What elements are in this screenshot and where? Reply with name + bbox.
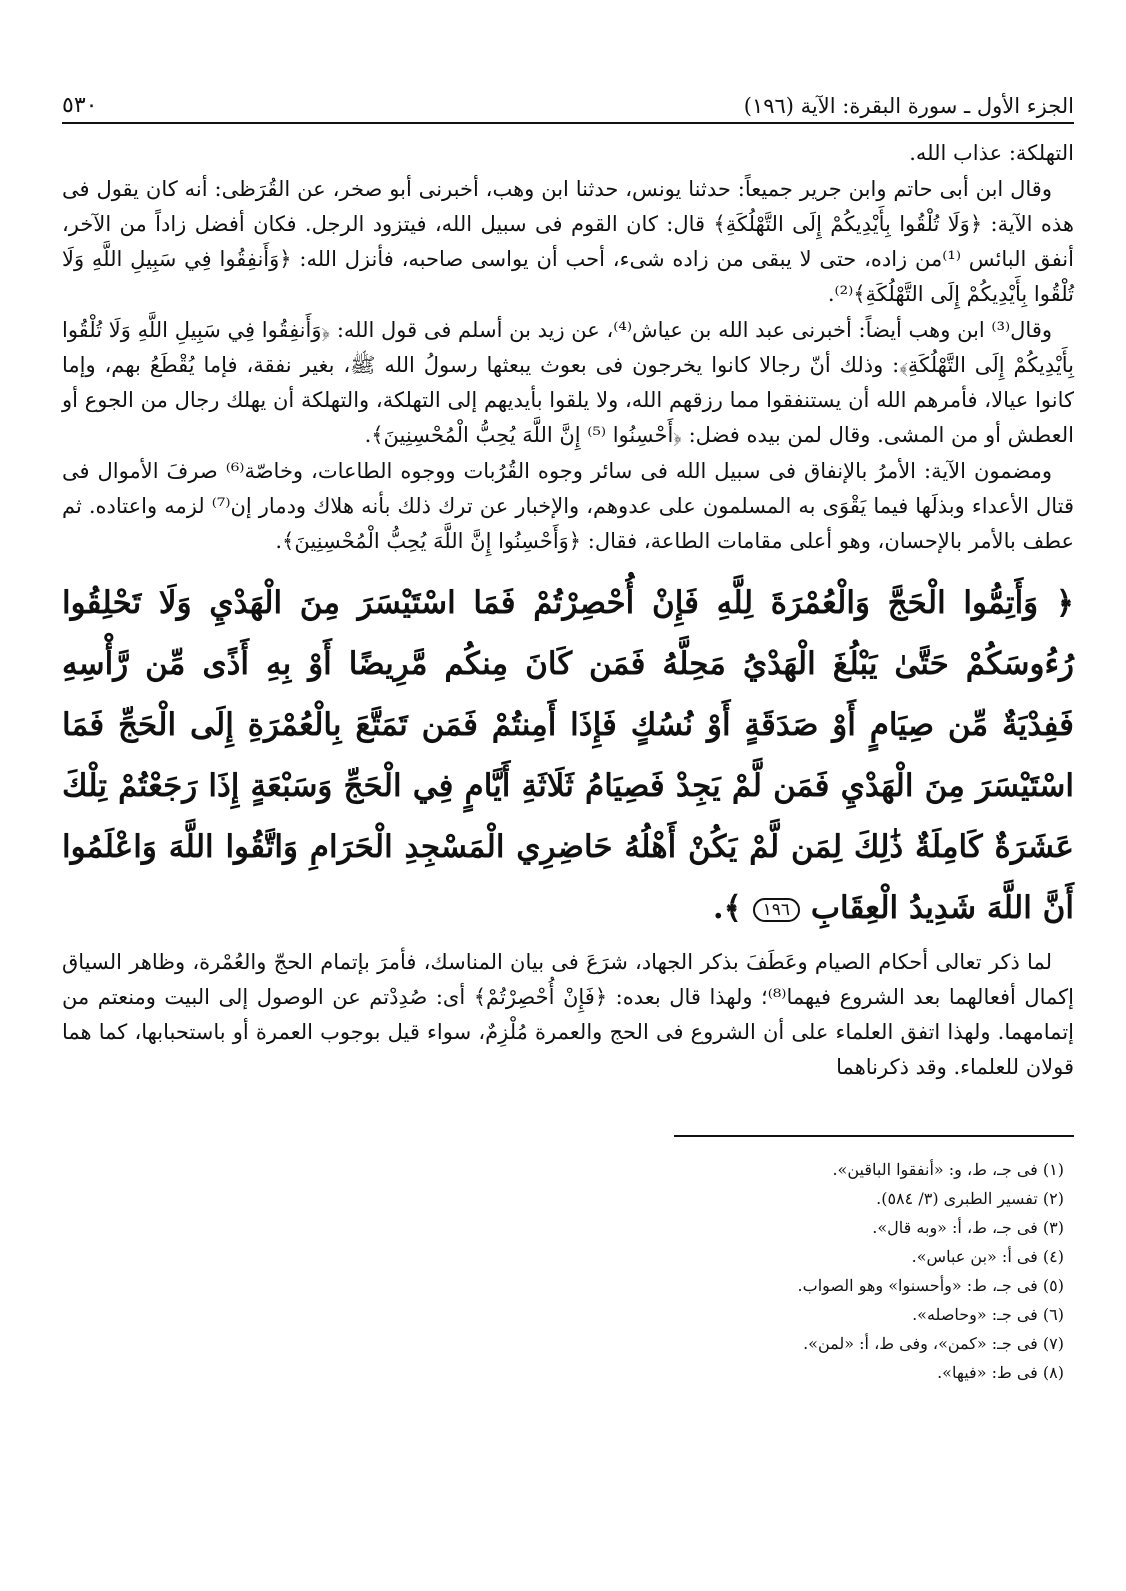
body-text: [62, 136, 1074, 559]
footnote: (٨) فى ط: «فيها».: [937, 1363, 1064, 1382]
commentary-paragraph: لما ذكر تعالى أحكام الصيام وعَطَفَ بذكر الجهاد، شرَعَ فى بيان المناسك، فأمرَ بإتمام الحجّ والعُمْرة، وظاهر السياق إكمال أفعالهما بعد الشروع فيهما⁽⁸⁾؛ ولهذا قال بعده: ﴿فَإِنْ أُحْصِرْتُمْ﴾ أى: صُدِدْتم عن الوصول إلى البيت ومنعتم من إتمامهما. ولهذا اتفق العلماء على أن الشروع فى الحج والعمرة مُلْزِمٌ، سواء قيل بوجوب العمرة أو باستحبابها، كما هما قولان للعلماء. وقد ذكرناهما: [62, 950, 1074, 1079]
page-header: [62, 78, 1074, 124]
footnote: (١) فى جـ، ط، و: «أنفقوا الباقين».: [832, 1160, 1064, 1179]
footnote: (٧) فى جـ: «كمن»، وفى ط، أ: «لمن».: [803, 1334, 1064, 1353]
paragraph: التهلكة: عذاب الله.: [909, 141, 1074, 165]
footnote-divider: [674, 1135, 1074, 1137]
verse-close: ﴾.: [712, 890, 742, 926]
footnote: (٤) فى أ: «بن عباس».: [911, 1247, 1064, 1266]
book-page: [62, 78, 1074, 1387]
paragraph: وقال⁽³⁾ ابن وهب أيضاً: أخبرنى عبد الله بن عياش⁽⁴⁾، عن زيد بن أسلم فى قول الله: ﴿وَأَنفِقُوا فِي سَبِيلِ اللَّهِ وَلَا تُلْقُوا بِأَيْدِيكُمْ إِلَى التَّهْلُكَةِ﴾: وذلك أنّ رجالا كانوا يخرجون فى بعوث يبعثها رسولُ الله ﷺ، بغير نفقة، فإما يُقْطَعُ بهم، وإما كانوا عيالا، فأمرهم الله أن يستنفقوا مما رزقهم الله، ولا يلقوا بأيديهم إلى التهلكة، والتهلكة أن يهلك رجال من الجوع أو العطش أو من المشى. وقال لمن بيده فضل: ﴿أَحْسِنُوا ⁽⁵⁾ إِنَّ اللَّهَ يُحِبُّ الْمُحْسِنِينَ﴾.: [62, 318, 1074, 447]
footnotes: [62, 1155, 1064, 1387]
paragraph: ومضمون الآية: الأمرُ بالإنفاق فى سبيل الله فى سائر وجوه القُرُبات ووجوه الطاعات، وخاصّة⁽⁶⁾ صرفَ الأموال فى قتال الأعداء وبذلَها فيما يَقْوَى به المسلمون على عدوهم، والإخبار عن ترك ذلك بأنه هلاك ودمار إن⁽⁷⁾ لزمه واعتاده. ثم عطف بالأمر بالإحسان، وهو أعلى مقامات الطاعة، فقال: ﴿وَأَحْسِنُوا إِنَّ اللَّهَ يُحِبُّ الْمُحْسِنِينَ﴾.: [62, 459, 1074, 553]
footnote: (٦) فى جـ: «وحاصله».: [912, 1305, 1064, 1324]
paragraph: وقال ابن أبى حاتم وابن جرير جميعاً: حدثنا يونس، حدثنا ابن وهب، أخبرنى أبو صخر، عن القُرَظى: أنه كان يقول فى هذه الآية: ﴿وَلَا تُلْقُوا بِأَيْدِيكُمْ إِلَى التَّهْلُكَةِ﴾ قال: كان القوم فى سبيل الله، فيتزود الرجل. فكان أفضل زاداً من الآخر، أنفق البائس ⁽¹⁾من زاده، حتى لا يبقى من زاده شىء، أحب أن يواسى صاحبه، فأنزل الله: ﴿وَأَنفِقُوا فِي سَبِيلِ اللَّهِ وَلَا تُلْقُوا بِأَيْدِيكُمْ إِلَى التَّهْلُكَةِ﴾⁽²⁾.: [62, 177, 1074, 306]
footnote: (٢) تفسير الطبرى (٣/ ٥٨٤).: [876, 1189, 1064, 1208]
commentary-text: [62, 945, 1074, 1085]
quran-verse: ﴿ وَأَتِمُّوا الْحَجَّ وَالْعُمْرَةَ لِلَّهِ فَإِنْ أُحْصِرْتُمْ فَمَا اسْتَيْسَرَ مِنَ الْهَدْيِ وَلَا تَحْلِقُوا رُءُوسَكُمْ حَتَّىٰ يَبْلُغَ الْهَدْيُ مَحِلَّهُ فَمَن كَانَ مِنكُم مَّرِيضًا أَوْ بِهِ أَذًى مِّن رَّأْسِهِ فَفِدْيَةٌ مِّن صِيَامٍ أَوْ صَدَقَةٍ أَوْ نُسُكٍ فَإِذَا أَمِنتُمْ فَمَن تَمَتَّعَ بِالْعُمْرَةِ إِلَى الْحَجِّ فَمَا اسْتَيْسَرَ مِنَ الْهَدْيِ فَمَن لَّمْ يَجِدْ فَصِيَامُ ثَلَاثَةِ أَيَّامٍ فِي الْحَجِّ وَسَبْعَةٍ إِذَا رَجَعْتُمْ تِلْكَ عَشَرَةٌ كَامِلَةٌ ذَٰلِكَ لِمَن لَّمْ يَكُنْ أَهْلُهُ حَاضِرِي الْمَسْجِدِ الْحَرَامِ وَاتَّقُوا اللَّهَ وَاعْلَمُوا أَنَّ اللَّهَ شَدِيدُ الْعِقَابِ: [62, 585, 1074, 926]
footnote: (٥) فى جـ، ط: «وأحسنوا» وهو الصواب.: [797, 1276, 1064, 1295]
running-title: الجزء الأول ـ سورة البقرة: الآية (١٩٦): [743, 94, 1074, 118]
quran-verse-block: [62, 573, 1074, 939]
footnote: (٣) فى جـ، ط، أ: «وبه قال».: [872, 1218, 1064, 1237]
page-number: ٥٣٠: [62, 93, 98, 118]
ayah-number-badge: ١٩٦: [753, 898, 800, 922]
